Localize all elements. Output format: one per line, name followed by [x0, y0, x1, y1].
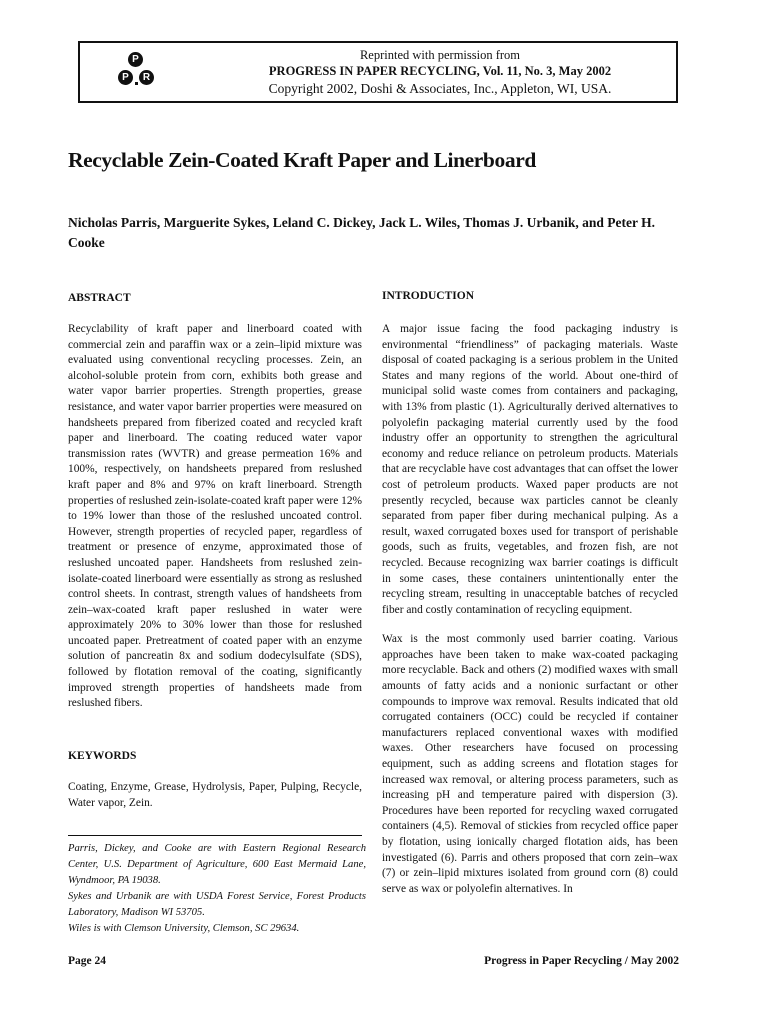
affiliation-line: Wiles is with Clemson University, Clemson, SC 29634. — [68, 923, 300, 934]
affiliation-line: Sykes and Urbanik are with USDA Forest Service, Forest Products Laboratory, Madison WI 53705. — [68, 891, 366, 918]
keywords-text: Coating, Enzyme, Grease, Hydrolysis, Paper, Pulping, Recycle, Water vapor, Zein. — [68, 781, 362, 809]
introduction-body — [382, 322, 678, 911]
copyright-line: Copyright 2002, Doshi & Associates, Inc., Appleton, WI, USA. — [268, 81, 612, 96]
reprint-line: Reprinted with permission from — [359, 48, 521, 62]
article-title: Recyclable Zein-Coated Kraft Paper and Linerboard — [68, 148, 536, 172]
reprint-header-box — [78, 41, 678, 103]
reprint-notice — [230, 47, 650, 97]
ppr-logo — [118, 52, 154, 92]
logo-dot-right: R — [139, 70, 154, 85]
introduction-paragraph: A major issue facing the food packaging industry is environmental “friendliness” of packaging materials. Waste disposal of coated packaging is a serious problem in the United States and many regions of the world. About one-third of municipal solid waste comes from containers and packaging, with 13% from plastic (1). Agriculturally derived alternatives to polyolefin packaging material currently used by the food industry offer an opportunity to strengthen the agricultural economy and reduce reliance on petroleum products. Materials that are recyclable have cost advantages that can offset the lower cost of petroleum products. Waxed paper products are not presently recycled, because wax particles cannot be cleanly separated from paper fiber during mechanical pulping. As a result, waxed corrugated boxes used for transport of perishable goods, such as fruits, vegetables, and frozen fish, are not recycled. Because recognizing wax barrier coatings is difficult in some cases, these containers unintentionally enter the recycling stream, resulting in unacceptable batches of recycled fiber and costly contamination of recycling equipment. — [382, 323, 678, 616]
journal-footer: Progress in Paper Recycling / May 2002 — [484, 955, 679, 967]
author-list: Nicholas Parris, Marguerite Sykes, Leland C. Dickey, Jack L. Wiles, Thomas J. Urbanik, and Peter H. Cooke — [68, 215, 656, 250]
introduction-paragraph: Wax is the most commonly used barrier coating. Various approaches have been taken to make wax-coated packaging more recyclable. Back and others (2) modified waxes with small amounts of fatty acids and a nonionic surfactant or other compounds to improve wax removal. Results indicated that old corrugated containers (OCC) could be recycled if container manufacturers replaced conventional waxes with modified waxes. Other researchers have focused on processing equipment, such as adding screens and flotation stages for increased wax removal, or altering process parameters, such as increasing pH and temperature paired with dispersion (3). Procedures have been reported for recycling waxed corrugated containers (4,5). Removal of stickies from recycled office paper by flotation, using ionically charged flotation aids, has been investigated (6). Parris and others proposed that corn zein–wax (7) or zein–lipid mixtures isolated from ground corn (8) could serve as wax or polyolefin alternatives. In — [382, 633, 678, 895]
logo-center-dot — [135, 82, 138, 85]
author-affiliations — [68, 841, 366, 937]
footnote-rule — [68, 835, 362, 836]
abstract-heading: ABSTRACT — [68, 292, 131, 304]
abstract-text: Recyclability of kraft paper and linerboard coated with commercial zein and paraffin wax or a zein–lipid mixture was evaluated using conventional recycling processes. Zein, an alcohol-soluble protein from corn, exhibits both grease and water vapor barrier properties. Strength properties, grease resistance, and water vapor barrier properties were measured on handsheets prepared from fiberized coated and recycled kraft paper and linerboard. The coating reduced water vapor transmission rates (WVTR) and grease permeation 16% and 100%, respectively, on handsheets prepared from reslushed kraft paper and 8% and 97% on kraft linerboard. Strength properties of reslushed zein-isolate-coated kraft paper were 12% to 19% lower than those of the reslushed uncoated control. However, strength properties of recycled paper, regardless of treatment or presence of enzyme, approximated those of reslushed uncoated paper. Handsheets from reslushed zein-isolate-coated linerboard were essentially as strong as reslushed control sheets. In contrast, strength values of handsheets from zein–wax-coated kraft paper reslushed in water were approximately 20% to 30% lower than those for reslushed uncoated paper. Pretreatment of coated paper with an enzyme solution of pancreatin 8x and sodium dodecylsulfate (SDS), followed by flotation removal of the coating, significantly improved strength properties of handsheets made from reslushed fibers. — [68, 323, 362, 710]
affiliation-line: Parris, Dickey, and Cooke are with Eastern Regional Research Center, U.S. Department of Agriculture, 600 East Mermaid Lane, Wyndmoor, PA 19038. — [68, 843, 366, 886]
logo-dot-left: P — [118, 70, 133, 85]
journal-citation: PROGRESS IN PAPER RECYCLING, Vol. 11, No. 3, May 2002 — [268, 64, 612, 78]
keywords-heading: KEYWORDS — [68, 750, 137, 762]
page-number: Page 24 — [68, 955, 107, 967]
introduction-heading: INTRODUCTION — [382, 290, 475, 302]
logo-dot-top: P — [128, 52, 143, 67]
